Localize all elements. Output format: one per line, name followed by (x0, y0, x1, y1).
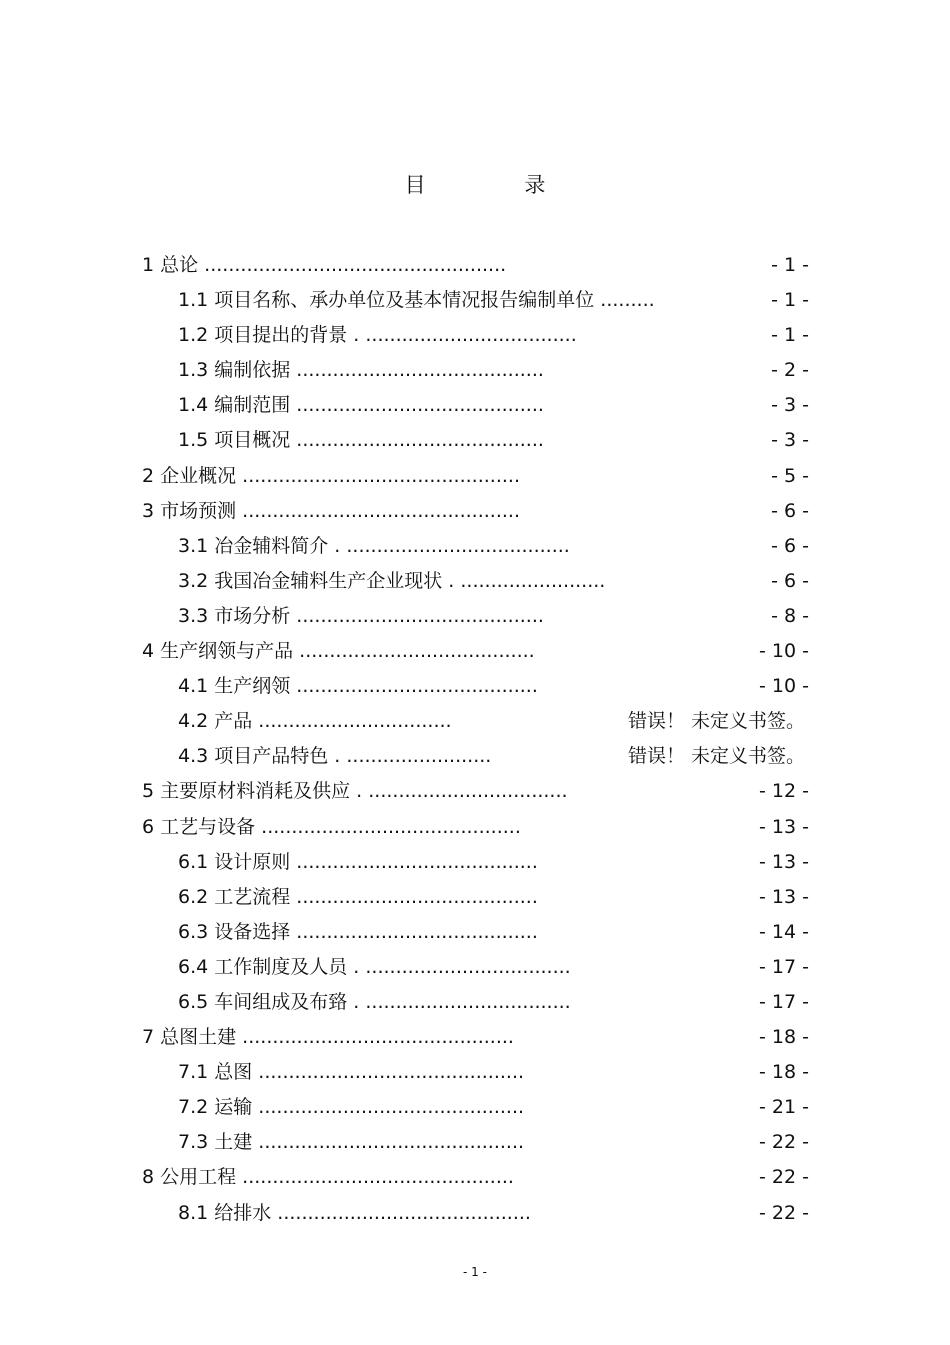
toc-chapter-entry[interactable] (0, 250, 950, 285)
toc-page-number: - 22 - (759, 1201, 809, 1224)
toc-bookmark-error: 错误！ 未定义书签。 (627, 745, 805, 768)
toc-page-number: - 8 - (771, 604, 809, 627)
toc-entry-title: 6.5 车间组成及布臵 . .................................. (178, 990, 571, 1013)
toc-entry-title: 3.2 我国冶金辅料生产企业现状 . ........................ (178, 569, 606, 592)
toc-page-number: - 3 - (771, 394, 809, 417)
toc-chapter-entry[interactable] (0, 1162, 950, 1197)
toc-page-number: - 13 - (759, 850, 809, 873)
toc-entry-title: 1.3 编制依据 ......................................... (178, 359, 544, 382)
toc-section-entry[interactable] (0, 285, 950, 320)
toc-entry-title: 8.1 给排水 .......................................... (178, 1201, 531, 1224)
toc-chapter-entry[interactable] (0, 812, 950, 847)
toc-chapter-entry[interactable] (0, 776, 950, 811)
toc-page-number: - 22 - (759, 1166, 809, 1189)
toc-page-number: - 18 - (759, 1061, 809, 1084)
toc-section-entry[interactable] (0, 741, 950, 776)
toc-section-entry[interactable] (0, 601, 950, 636)
toc-page-number: - 14 - (759, 920, 809, 943)
toc-entry-title: 4.3 项目产品特色 . ........................ (178, 745, 492, 768)
toc-chapter-entry[interactable] (0, 461, 950, 496)
toc-page-number: - 17 - (759, 990, 809, 1013)
toc-entry-title: 5 主要原材料消耗及供应 . ................................. (142, 780, 568, 803)
toc-bookmark-error: 错误！ 未定义书签。 (627, 710, 805, 733)
toc-chapter-entry[interactable] (0, 496, 950, 531)
toc-entry-title: 4.1 生产纲领 ........................................ (178, 675, 538, 698)
toc-entry-title: 4 生产纲领与产品 ....................................... (142, 640, 535, 663)
toc-entry-title: 8 公用工程 ............................................. (142, 1166, 514, 1189)
toc-page-number: - 10 - (759, 640, 809, 663)
toc-page-number: - 13 - (759, 885, 809, 908)
toc-entry-title: 6.4 工作制度及人员 . .................................. (178, 955, 571, 978)
toc-entry-title: 3 市场预测 .............................................. (142, 499, 520, 522)
toc-section-entry[interactable] (0, 706, 950, 741)
toc-page-number: - 6 - (771, 499, 809, 522)
toc-entry-title: 1.1 项目名称、承办单位及基本情况报告编制单位 ......... (178, 289, 655, 312)
toc-section-entry[interactable] (0, 566, 950, 601)
toc-entry-title: 3.1 冶金辅料简介 . ..................................... (178, 534, 570, 557)
toc-entry-title: 1.5 项目概况 ......................................... (178, 429, 544, 452)
toc-entry-title: 7.3 土建 ............................................ (178, 1131, 525, 1154)
toc-entry-title: 2 企业概况 .............................................. (142, 464, 520, 487)
toc-chapter-entry[interactable] (0, 636, 950, 671)
toc-chapter-entry[interactable] (0, 1022, 950, 1057)
toc-page-number: - 10 - (759, 675, 809, 698)
toc-page-number: - 18 - (759, 1026, 809, 1049)
toc-section-entry[interactable] (0, 425, 950, 460)
toc-page-number: - 6 - (771, 569, 809, 592)
toc-section-entry[interactable] (0, 320, 950, 355)
toc-entry-title: 1.2 项目提出的背景 . ................................... (178, 324, 577, 347)
table-of-contents (0, 250, 950, 1233)
toc-section-entry[interactable] (0, 952, 950, 987)
toc-page-number: - 2 - (771, 359, 809, 382)
toc-entry-title: 1.4 编制范围 ......................................... (178, 394, 544, 417)
toc-page-number: - 6 - (771, 534, 809, 557)
toc-page-number: - 3 - (771, 429, 809, 452)
toc-page-number: - 22 - (759, 1131, 809, 1154)
toc-section-entry[interactable] (0, 531, 950, 566)
toc-page-number: - 17 - (759, 955, 809, 978)
toc-entry-title: 6.2 工艺流程 ........................................ (178, 885, 538, 908)
toc-section-entry[interactable] (0, 1092, 950, 1127)
toc-section-entry[interactable] (0, 882, 950, 917)
toc-page-number: - 13 - (759, 815, 809, 838)
toc-section-entry[interactable] (0, 671, 950, 706)
toc-page-number: - 1 - (771, 324, 809, 347)
toc-entry-title: 7.1 总图 ............................................ (178, 1061, 525, 1084)
toc-entry-title: 6.1 设计原则 ........................................ (178, 850, 538, 873)
toc-page-number: - 5 - (771, 464, 809, 487)
toc-section-entry[interactable] (0, 987, 950, 1022)
toc-section-entry[interactable] (0, 355, 950, 390)
toc-page-number: - 1 - (771, 254, 809, 276)
toc-page-number: - 12 - (759, 780, 809, 803)
toc-section-entry[interactable] (0, 390, 950, 425)
toc-title: 目 录 (404, 173, 592, 197)
toc-section-entry[interactable] (0, 847, 950, 882)
toc-entry-title: 3.3 市场分析 ......................................... (178, 604, 544, 627)
toc-entry-title: 7 总图土建 ............................................. (142, 1026, 514, 1049)
toc-entry-title: 6.3 设备选择 ........................................ (178, 920, 538, 943)
toc-entry-title: 4.2 产品 ................................ (178, 710, 452, 733)
toc-page-number: - 1 - (771, 289, 809, 312)
toc-section-entry[interactable] (0, 1198, 950, 1233)
toc-entry-title: 7.2 运输 ............................................ (178, 1096, 525, 1119)
page-number-footer: - 1 - (463, 1265, 487, 1279)
toc-section-entry[interactable] (0, 917, 950, 952)
toc-page-number: - 21 - (759, 1096, 809, 1119)
toc-entry-title: 1 总论 .................................................. (142, 254, 507, 276)
toc-section-entry[interactable] (0, 1127, 950, 1162)
toc-section-entry[interactable] (0, 1057, 950, 1092)
toc-entry-title: 6 工艺与设备 ........................................... (142, 815, 521, 838)
